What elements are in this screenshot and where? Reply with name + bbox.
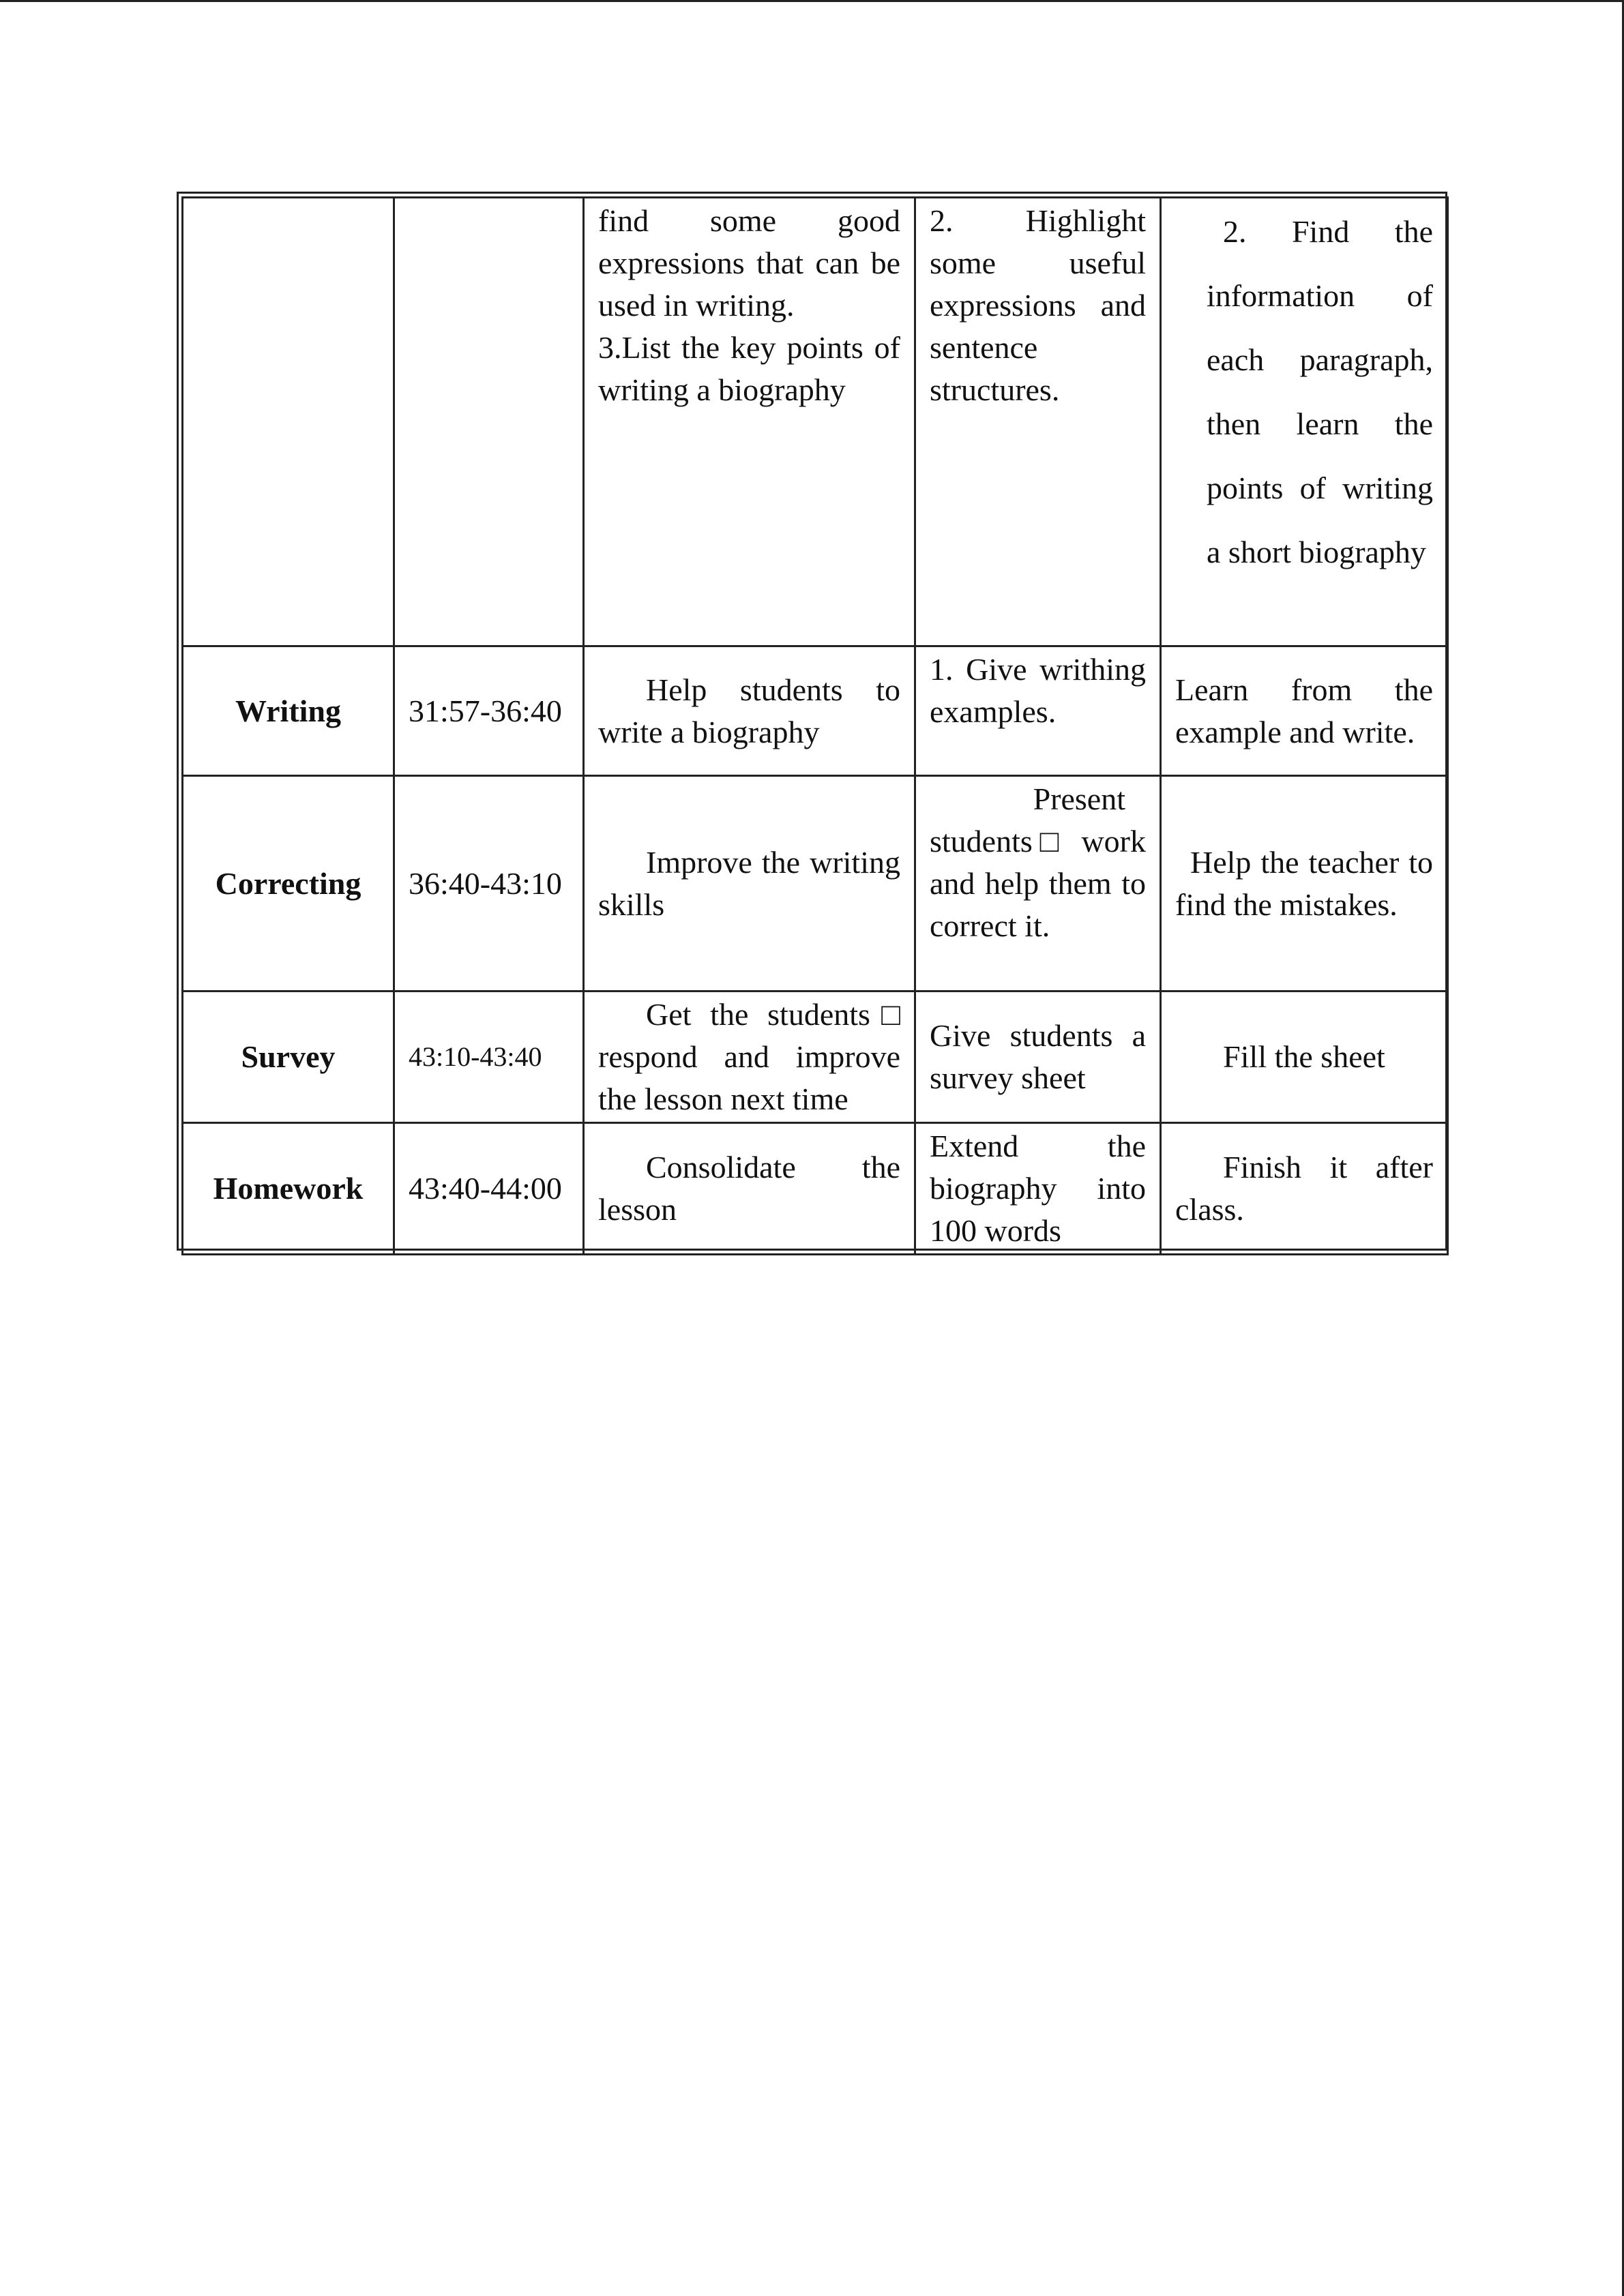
stage-cell: Survey — [183, 992, 394, 1123]
aim-cell — [584, 776, 915, 992]
student-activity-cell — [1161, 646, 1448, 776]
aim-text: find some good expressions that can be used in writing. — [598, 203, 900, 323]
teacher-activity-text: Present — [1033, 781, 1125, 816]
table-row — [183, 776, 1448, 992]
teacher-activity-text: Extend the biography into 100 words — [930, 1129, 1146, 1248]
stage-cell — [183, 198, 394, 646]
student-activity-text: 2. Find the information of each paragraph, then learn the points of writing a short biography — [1207, 214, 1433, 569]
aim-text: 3.List the key points of writing a biography — [598, 330, 900, 407]
teacher-activity-text: 1. Give writhing examples. — [930, 652, 1146, 729]
table-row — [183, 198, 1448, 646]
table-row — [183, 992, 1448, 1123]
stage-cell: Writing — [183, 646, 394, 776]
time-cell: 43:40-44:00 — [394, 1123, 584, 1255]
lesson-plan-table-frame — [177, 192, 1447, 1251]
stage-cell: Correcting — [183, 776, 394, 992]
table-row — [183, 646, 1448, 776]
student-activity-text: Fill the sheet — [1223, 1039, 1385, 1074]
student-activity-cell — [1161, 776, 1448, 992]
student-activity-cell — [1161, 1123, 1448, 1255]
teacher-activity-cell — [915, 776, 1161, 992]
teacher-activity-cell — [915, 992, 1161, 1123]
aim-cell — [584, 1123, 915, 1255]
aim-text: Help students to write a biography — [598, 672, 900, 749]
teacher-activity-cell — [915, 646, 1161, 776]
student-activity-text: Help the teacher to find the mistakes. — [1175, 844, 1433, 922]
teacher-activity-text: students□ work and help them to correct it. — [930, 824, 1146, 943]
lesson-plan-table — [181, 196, 1449, 1255]
teacher-activity-cell — [915, 198, 1161, 646]
time-cell: 43:10-43:40 — [394, 992, 584, 1123]
aim-cell — [584, 198, 915, 646]
aim-cell — [584, 992, 915, 1123]
aim-text: Get the students□ respond and improve the lesson next time — [598, 997, 900, 1116]
aim-text: Improve the writing skills — [598, 844, 900, 922]
time-cell: 31:57-36:40 — [394, 646, 584, 776]
stage-cell: Homework — [183, 1123, 394, 1255]
table-row — [183, 1123, 1448, 1255]
aim-text: Consolidate the lesson — [598, 1150, 900, 1227]
teacher-activity-text: Give students a survey sheet — [930, 1018, 1146, 1095]
page-top-rule — [0, 0, 1624, 2]
student-activity-text: Finish it after class. — [1175, 1150, 1433, 1227]
teacher-activity-cell — [915, 1123, 1161, 1255]
time-cell: 36:40-43:10 — [394, 776, 584, 992]
aim-cell — [584, 646, 915, 776]
teacher-activity-text: 2. Highlight some useful expressions and sentence structures. — [930, 203, 1146, 407]
student-activity-cell — [1161, 992, 1448, 1123]
time-cell — [394, 198, 584, 646]
student-activity-cell — [1161, 198, 1448, 646]
student-activity-text: Learn from the example and write. — [1175, 672, 1433, 749]
